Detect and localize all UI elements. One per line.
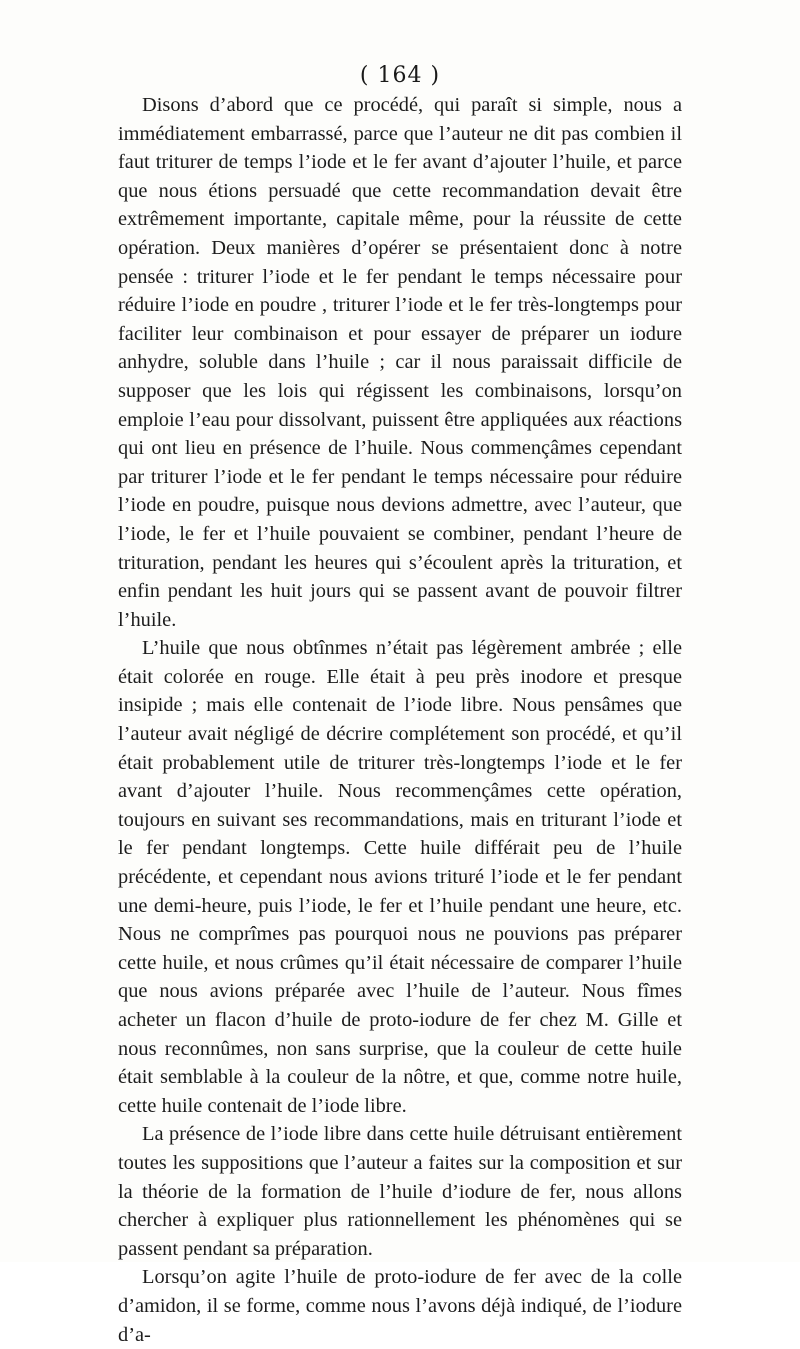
paragraph-1: Disons d’abord que ce procédé, qui paraît si simple, nous a immédiatement embarrassé, parce que l’auteur ne dit pas combien il faut triturer de temps l’iode et le fer avant d’ajouter l’huile, et parce que nous étions persuadé que cette recommandation devait être extrêmement importante, capitale même, pour la réussite de cette opération. Deux manières d’opérer se présentaient donc à notre pensée : triturer l’iode et le fer pendant le temps nécessaire pour réduire l’iode en poudre , triturer l’iode et le fer très-longtemps pour faciliter leur combinaison et pour essayer de préparer un iodure anhydre, soluble dans l’huile ; car il nous paraissait difficile de supposer que les lois qui régissent les combinaisons, lorsqu’on emploie l’eau pour dissolvant, puissent être appliquées aux réactions qui ont lieu en présence de l’huile. Nous commençâmes cependant par triturer l’iode et le fer pendant le temps nécessaire pour réduire l’iode en poudre, puisque nous devions admettre, avec l’auteur, que l’iode, le fer et l’huile pouvaient se combiner, pendant l’heure de trituration, pendant les heures qui s’écoulent après la trituration, et enfin pendant les huit jours qui se passent avant de pouvoir filtrer l’huile.	[118, 94, 682, 631]
paragraph-2: L’huile que nous obtînmes n’était pas légèrement ambrée ; elle était colorée en rouge. Elle était à peu près inodore et presque insipide ; mais elle contenait de l’iode libre. Nous pensâmes que l’auteur avait négligé de décrire complétement son procédé, et qu’il était probablement utile de triturer très-longtemps l’iode et le fer avant d’ajouter l’huile. Nous recommençâmes cette opération, toujours en suivant ses recommandations, mais en triturant l’iode et le fer pendant longtemps. Cette huile différait peu de l’huile précédente, et cependant nous avions trituré l’iode et le fer pendant une demi-heure, puis l’iode, le fer et l’huile pendant une heure, etc. Nous ne comprîmes pas pourquoi nous ne pouvions pas préparer cette huile, et nous crûmes qu’il était nécessaire de comparer l’huile que nous avions préparée avec l’huile de l’auteur. Nous fîmes acheter un flacon d’huile de proto-iodure de fer chez M. Gille et nous reconnûmes, non sans surprise, que la couleur de cette huile était semblable à la couleur de la nôtre, et que, comme notre huile, cette huile contenait de l’iode libre.	[118, 637, 682, 1117]
page-number: ( 164 )	[359, 63, 441, 88]
paragraph-4: Lorsqu’on agite l’huile de proto-iodure de fer avec de la colle d’amidon, il se forme, comme nous l’avons déjà indiqué, de l’iodure d’a-	[118, 1266, 682, 1346]
paragraph-3: La présence de l’iode libre dans cette huile détruisant entièrement toutes les suppositions que l’auteur a faites sur la composition et sur la théorie de la formation de l’huile d’iodure de fer, nous allons chercher à expliquer plus rationnellement les phénomènes qui se passent pendant sa préparation.	[118, 1123, 682, 1260]
body-text	[118, 91, 682, 1349]
